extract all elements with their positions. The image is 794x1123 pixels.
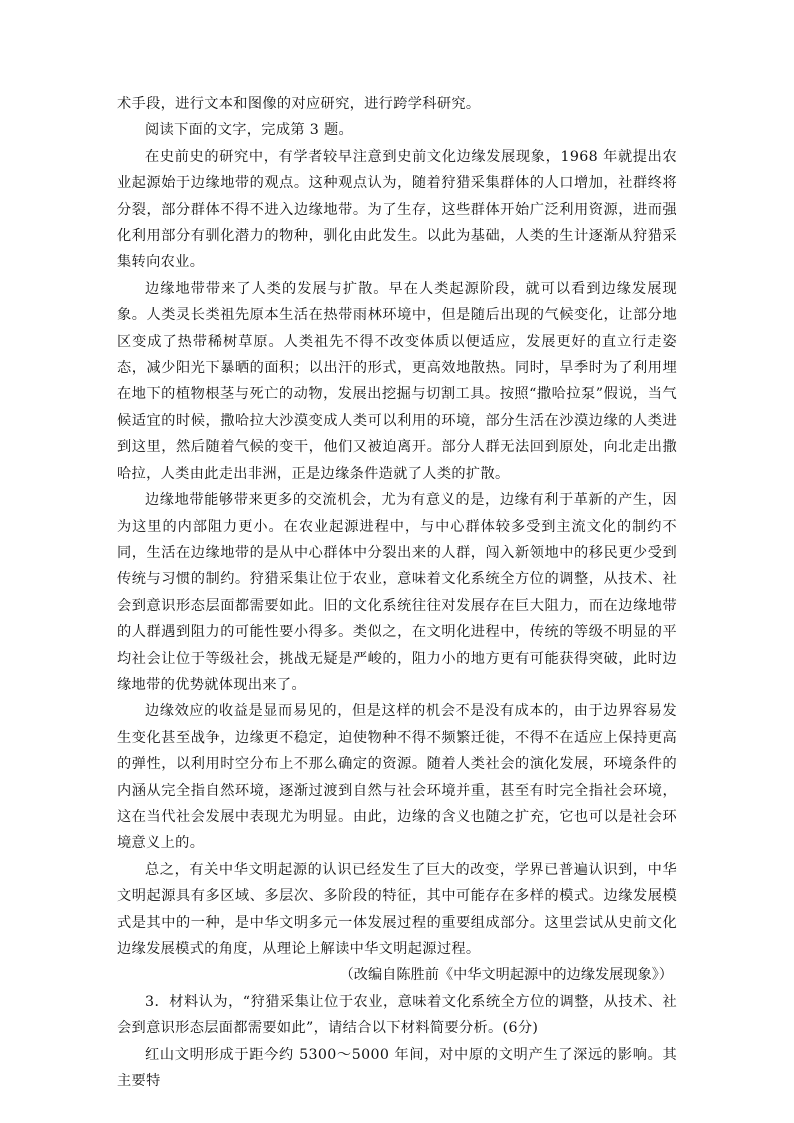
reading-instruction: 阅读下面的文字，完成第 3 题。 [145, 122, 354, 139]
paragraph-5: 总之，有关中华文明起源的认识已经发生了巨大的改变，学界已普遍认识到，中华文明起源具有多区域、多层次、多阶段的特征，其中可能存在多样的模式。边缘发展模式是其中的一种，是中华文明多元一体发展过程的重要组成部分。这里尝试从史前文化边缘发展模式的角度，从理论上解读中华文明起源过程。 [117, 861, 677, 957]
question-3: 3．材料认为，“狩猎采集让位于农业，意味着文化系统全方位的调整，从技术、社会到意识形态层面都需要如此”，请结合以下材料简要分析。(6分) [117, 993, 677, 1037]
source-citation: （改编自陈胜前《中华文明起源中的边缘发展现象》） [339, 967, 673, 984]
material-paragraph: 红山文明形成于距今约 5300～5000 年间，对中原的文明产生了深远的影响。其主要特 [117, 1046, 677, 1090]
paragraph-4: 边缘效应的收益是显而易见的，但是这样的机会不是没有成本的，由于边界容易发生变化甚至战争，边缘更不稳定，迫使物种不得不频繁迁徙，不得不在适应上保持更高的弹性，以利用时空分布上不那么确定的资源。随着人类社会的演化发展，环境条件的内涵从完全指自然环境，逐渐过渡到自然与社会环境并重，甚至有时完全指社会环境，这在当代社会发展中表现尤为明显。由此，边缘的含义也随之扩充，它也可以是社会环境意义上的。 [117, 703, 677, 852]
paragraph-1: 在史前史的研究中，有学者较早注意到史前文化边缘发展现象，1968 年就提出农业起源始于边缘地带的观点。这种观点认为，随着狩猎采集群体的人口增加，社群终将分裂，部分群体不得不进入边缘地带。为了生存，这些群体开始广泛利用资源，进而强化利用部分有驯化潜力的物种，驯化由此发生。以此为基础，人类的生计逐渐从狩猎采集转向农业。 [117, 148, 677, 271]
paragraph-3: 边缘地带能够带来更多的交流机会，尤为有意义的是，边缘有利于革新的产生，因为这里的内部阻力更小。在农业起源进程中，与中心群体较多受到主流文化的制约不同，生活在边缘地带的是从中心群体中分裂出来的人群，闯入新领地中的移民更少受到传统与习惯的制约。狩猎采集让位于农业，意味着文化系统全方位的调整，从技术、社会到意识形态层面都需要如此。旧的文化系统往往对发展存在巨大阻力，而在边缘地带的人群遇到阻力的可能性要小得多。类似之，在文明化进程中，传统的等级不明显的平均社会让位于等级社会，挑战无疑是严峻的，阻力小的地方更有可能获得突破，此时边缘地带的优势就体现出来了。 [117, 492, 677, 693]
document-page [117, 91, 677, 1094]
lead-line: 术手段，进行文本和图像的对应研究，进行跨学科研究。 [117, 96, 481, 112]
paragraph-2: 边缘地带带来了人类的发展与扩散。早在人类起源阶段，就可以看到边缘发展现象。人类灵长类祖先原本生活在热带雨林环境中，但是随后出现的气候变化，让部分地区变成了热带稀树草原。人类祖先不得不改变体质以便适应，发展更好的直立行走姿态，减少阳光下暴晒的面积；以出汗的形式，更高效地散热。同时，旱季时为了利用埋在地下的植物根茎与死亡的动物，发展出挖掘与切割工具。按照“撒哈拉泵”假说，当气候适宜的时候，撒哈拉大沙漠变成人类可以利用的环境，部分生活在沙漠边缘的人类进到这里，然后随着气候的变干，他们又被迫离开。部分人群无法回到原处，向北走出撒哈拉，人类由此走出非洲，正是边缘条件造就了人类的扩散。 [117, 280, 677, 482]
